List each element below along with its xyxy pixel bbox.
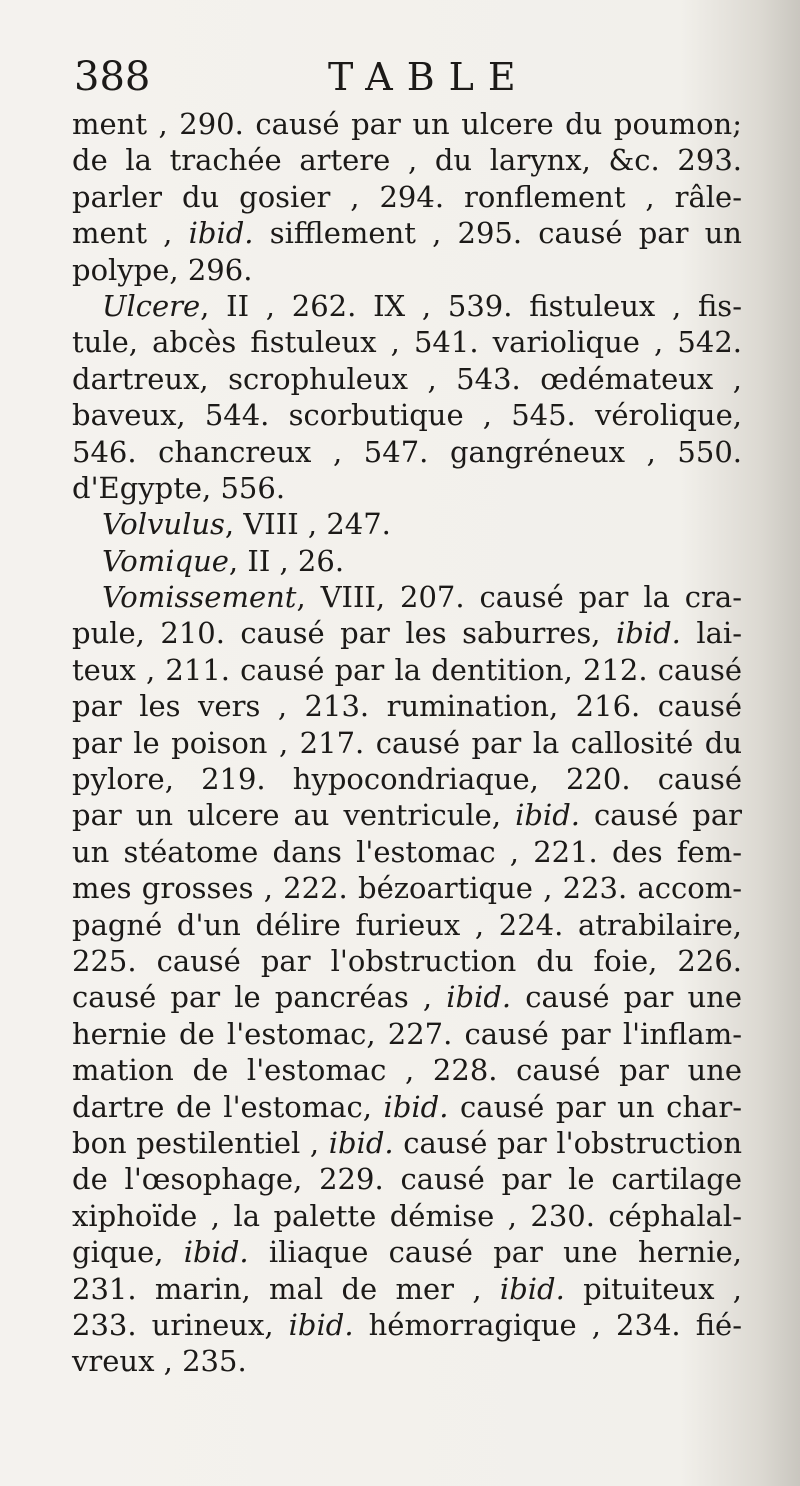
text-run: ment , xyxy=(72,216,189,251)
text-line xyxy=(72,907,742,943)
text-line xyxy=(72,106,742,142)
text-run: causé par xyxy=(580,798,742,833)
text-line xyxy=(72,1125,742,1161)
text-line xyxy=(72,543,742,579)
text-line xyxy=(72,652,742,688)
text-run: mation de l'estomac , 228. causé par une xyxy=(72,1053,742,1088)
page-header xyxy=(70,52,730,102)
text-run: baveux, 544. scorbutique , 545. vérolique, xyxy=(72,398,742,433)
text-line xyxy=(72,252,742,288)
text-run: pule, 210. causé par les saburres, xyxy=(72,616,616,651)
text-line xyxy=(72,797,742,833)
text-line xyxy=(72,870,742,906)
text-line xyxy=(72,1161,742,1197)
italic-term: Ulcere xyxy=(102,288,201,323)
text-run: pagné d'un délire furieux , 224. atrabilaire, xyxy=(72,907,742,942)
index-text xyxy=(72,106,742,1380)
text-line xyxy=(72,288,742,324)
italic-term: Volvulus xyxy=(102,507,225,542)
text-line xyxy=(72,1016,742,1052)
text-run: causé par l'obstruction xyxy=(393,1125,742,1160)
text-line xyxy=(72,470,742,506)
page-number: 388 xyxy=(74,54,151,100)
text-run: mes grosses , 222. bézoartique , 223. accom- xyxy=(72,871,742,906)
text-run: tule, abcès fistuleux , 541. variolique , 542. xyxy=(72,325,742,360)
text-run: gique, xyxy=(72,1235,184,1270)
text-line xyxy=(72,943,742,979)
text-line xyxy=(72,215,742,251)
italic-term: ibid. xyxy=(383,1089,449,1124)
text-run: 233. urineux, xyxy=(72,1307,289,1342)
italic-term: ibid. xyxy=(615,616,681,651)
italic-term: ibid. xyxy=(499,1271,565,1306)
text-run: iliaque causé par une hernie, xyxy=(248,1235,742,1270)
text-run: par les vers , 213. rumination, 216. causé xyxy=(72,689,742,724)
text-line xyxy=(72,1234,742,1270)
text-line xyxy=(72,761,742,797)
text-line xyxy=(72,361,742,397)
text-run: ment , 290. causé par un ulcere du poumon; xyxy=(72,107,742,141)
text-line xyxy=(72,579,742,615)
text-run: sifflement , 295. causé par un xyxy=(253,216,742,251)
text-line xyxy=(72,1307,742,1343)
text-run: dartre de l'estomac, xyxy=(72,1089,384,1124)
text-run: , II , 262. IX , 539. fistuleux , fis- xyxy=(200,288,742,323)
text-run: causé par un char- xyxy=(448,1089,742,1124)
text-line xyxy=(72,725,742,761)
text-run: hernie de l'estomac, 227. causé par l'inflam- xyxy=(72,1016,742,1051)
text-run: dartreux, scrophuleux , 543. œdémateux , xyxy=(72,361,742,396)
text-line xyxy=(72,979,742,1015)
text-run: causé par une xyxy=(511,980,743,1015)
text-line xyxy=(72,397,742,433)
text-run: parler du gosier , 294. ronflement , râle- xyxy=(72,179,742,214)
text-run: causé par le pancréas , xyxy=(72,980,447,1015)
text-run: pituiteux , xyxy=(564,1271,743,1306)
text-run: lai- xyxy=(680,616,742,651)
text-run: de l'œsophage, 229. causé par le cartilage xyxy=(72,1162,742,1197)
text-line xyxy=(72,1271,742,1307)
italic-term: Vomissement xyxy=(102,580,297,615)
text-run: , VIII, 207. causé par la cra- xyxy=(296,580,742,615)
text-run: hémorragique , 234. fié- xyxy=(353,1307,742,1342)
italic-term: ibid. xyxy=(183,1235,249,1270)
italic-term: ibid. xyxy=(515,798,580,833)
text-run: d'Egypte, 556. xyxy=(72,470,286,505)
text-run: 231. marin, mal de mer , xyxy=(72,1271,500,1306)
running-title: TABLE xyxy=(328,55,530,99)
text-run: un stéatome dans l'estomac , 221. des fem- xyxy=(72,834,742,869)
text-line xyxy=(72,688,742,724)
italic-term: ibid. xyxy=(328,1125,394,1160)
italic-term: Vomique xyxy=(102,543,229,578)
text-line xyxy=(72,1343,742,1379)
text-line xyxy=(72,324,742,360)
text-line xyxy=(72,834,742,870)
text-run: , II , 26. xyxy=(228,543,345,578)
italic-term: ibid. xyxy=(188,216,254,251)
text-run: par le poison , 217. causé par la callosité du xyxy=(72,725,742,760)
text-run: bon pestilentiel , xyxy=(72,1125,329,1160)
text-run: vreux , 235. xyxy=(72,1344,247,1379)
index-entry xyxy=(72,579,742,1380)
text-line xyxy=(72,1089,742,1125)
text-run: xiphoïde , la palette démise , 230. céphalal- xyxy=(72,1198,742,1233)
index-entry xyxy=(72,506,742,542)
index-entry xyxy=(72,543,742,579)
text-run: teux , 211. causé par la dentition, 212. causé xyxy=(72,652,742,687)
text-line xyxy=(72,1198,742,1234)
index-entry xyxy=(72,288,742,506)
text-run: 546. chancreux , 547. gangréneux , 550. xyxy=(72,434,742,469)
text-line xyxy=(72,179,742,215)
text-run: par un ulcere au ventricule, xyxy=(72,798,516,833)
text-run: , VIII , 247. xyxy=(224,507,391,542)
text-run: de la trachée artere , du larynx, &c. 293. xyxy=(72,143,742,178)
index-entry xyxy=(72,106,742,288)
text-run: polype, 296. xyxy=(72,252,253,287)
italic-term: ibid. xyxy=(446,980,512,1015)
text-run: pylore, 219. hypocondriaque, 220. causé xyxy=(72,762,742,797)
text-line xyxy=(72,434,742,470)
text-line xyxy=(72,615,742,651)
italic-term: ibid. xyxy=(288,1307,354,1342)
text-line xyxy=(72,506,742,542)
text-run: 225. causé par l'obstruction du foie, 226. xyxy=(72,943,742,978)
text-line xyxy=(72,142,742,178)
text-line xyxy=(72,1052,742,1088)
